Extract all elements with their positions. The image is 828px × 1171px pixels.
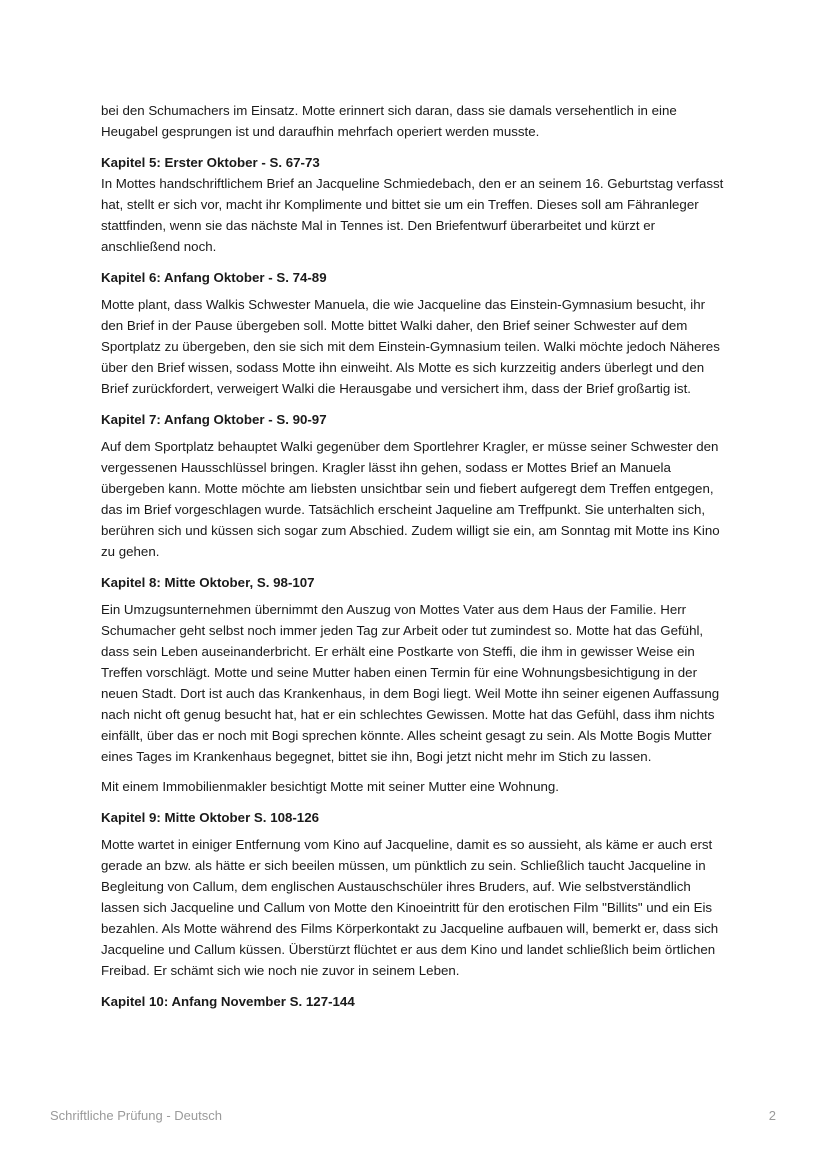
chapter-paragraph: In Mottes handschriftlichem Brief an Jacqueline Schmiedebach, den er an seinem 16. Geburtstag verfasst hat, stellt er sich vor, macht ihr Komplimente und bittet sie um ein Treffen. Dieses soll am Fähranleger stattfinden, wenn sie das nächste Mal in Tennes ist. Den Briefentwurf überarbeitet und kürzt er anschließend noch.: [101, 176, 724, 254]
chapter-10: [101, 991, 729, 1012]
footer-title: Schriftliche Prüfung - Deutsch: [50, 1108, 222, 1123]
document-page: [101, 100, 729, 1022]
chapter-paragraph: Mit einem Immobilienmakler besichtigt Motte mit seiner Mutter eine Wohnung.: [101, 779, 559, 794]
page-number: 2: [768, 1108, 776, 1123]
chapter-6: [101, 267, 729, 399]
chapter-heading: Kapitel 8: Mitte Oktober, S. 98-107: [101, 575, 315, 590]
chapter-heading: Kapitel 9: Mitte Oktober S. 108-126: [101, 810, 319, 825]
chapter-9: [101, 807, 729, 981]
page-footer: [50, 1108, 776, 1123]
chapter-heading: Kapitel 7: Anfang Oktober - S. 90-97: [101, 412, 327, 427]
chapter-paragraph: Motte plant, dass Walkis Schwester Manuela, die wie Jacqueline das Einstein-Gymnasium besucht, ihr den Brief in der Pause übergeben soll. Motte bittet Walki daher, den Brief seiner Schwester auf dem Sportplatz zu übergeben, den sie sich mit dem Einstein-Gymnasium teilen. Walki möchte jedoch Näheres über den Brief wissen, sodass Motte ihn einweiht. Als Motte es sich kurzzeitig anders überlegt und den Brief zurückfordert, verweigert Walki die Herausgabe und versichert ihm, dass der Brief großartig ist.: [101, 297, 720, 396]
chapter-paragraph: Motte wartet in einiger Entfernung vom Kino auf Jacqueline, damit es so aussieht, als käme er auch erst gerade an bzw. als hätte er sich beeilen müssen, um pünktlich zu sein. Schließlich taucht Jacqueline in Begleitung von Callum, dem englischen Austauschschüler ihres Bruders, auf. Wie selbstverständlich lassen sich Jacqueline und Callum von Motte den Kinoeintritt für den erotischen Film "Billits" und ein Eis bezahlen. Als Motte während des Films Körperkontakt zu Jacqueline aufbauen will, bemerkt er, dass sich Jacqueline und Callum küssen. Überstürzt flüchtet er aus dem Kino und landet schließlich beim örtlichen Freibad. Er schämt sich wie noch nie zuvor in seinem Leben.: [101, 837, 719, 978]
chapter-heading: Kapitel 10: Anfang November S. 127-144: [101, 994, 355, 1009]
chapter-8: [101, 572, 729, 797]
chapter-paragraph: Ein Umzugsunternehmen übernimmt den Auszug von Mottes Vater aus dem Haus der Familie. Herr Schumacher geht selbst noch immer jeden Tag zur Arbeit oder tut zumindest so. Motte hat das Gefühl, dass sein Leben auseinanderbricht. Er erhält eine Postkarte von Steffi, die ihm in gewisser Weise ein Treffen vorschlägt. Motte und seine Mutter haben einen Termin für eine Wohnungsbesichtigung in der neuen Stadt. Dort ist auch das Krankenhaus, in dem Bogi liegt. Weil Motte ihn seiner eigenen Auffassung nach nicht oft genug besucht hat, hat er ein schlechtes Gewissen. Motte hat das Gefühl, dass ihm nichts einfällt, über das er noch mit Bogi sprechen könnte. Alles scheint gesagt zu sein. Als Motte Bogis Mutter eines Tages im Krankenhaus begegnet, bittet sie ihn, Bogi jetzt nicht mehr im Stich zu lassen.: [101, 602, 720, 764]
chapter-5: [101, 152, 729, 257]
intro-paragraph: bei den Schumachers im Einsatz. Motte erinnert sich daran, dass sie damals versehentlich in eine Heugabel gesprungen ist und daraufhin mehrfach operiert werden musste.: [101, 103, 677, 139]
chapter-7: [101, 409, 729, 562]
chapter-heading: Kapitel 5: Erster Oktober - S. 67-73: [101, 155, 320, 170]
chapter-paragraph: Auf dem Sportplatz behauptet Walki gegenüber dem Sportlehrer Kragler, er müsse seiner Schwester den vergessenen Hausschlüssel bringen. Kragler lässt ihn gehen, sodass er Mottes Brief an Manuela übergeben kann. Motte möchte am liebsten unsichtbar sein und fiebert aufgeregt dem Treffen entgegen, das im Brief vorgeschlagen wurde. Tatsächlich erscheint Jaqueline am Treffpunkt. Sie unterhalten sich, berühren sich und küssen sich sogar zum Abschied. Zudem willigt sie ein, am Sonntag mit Motte ins Kino zu gehen.: [101, 439, 720, 559]
chapter-heading: Kapitel 6: Anfang Oktober - S. 74-89: [101, 270, 327, 285]
